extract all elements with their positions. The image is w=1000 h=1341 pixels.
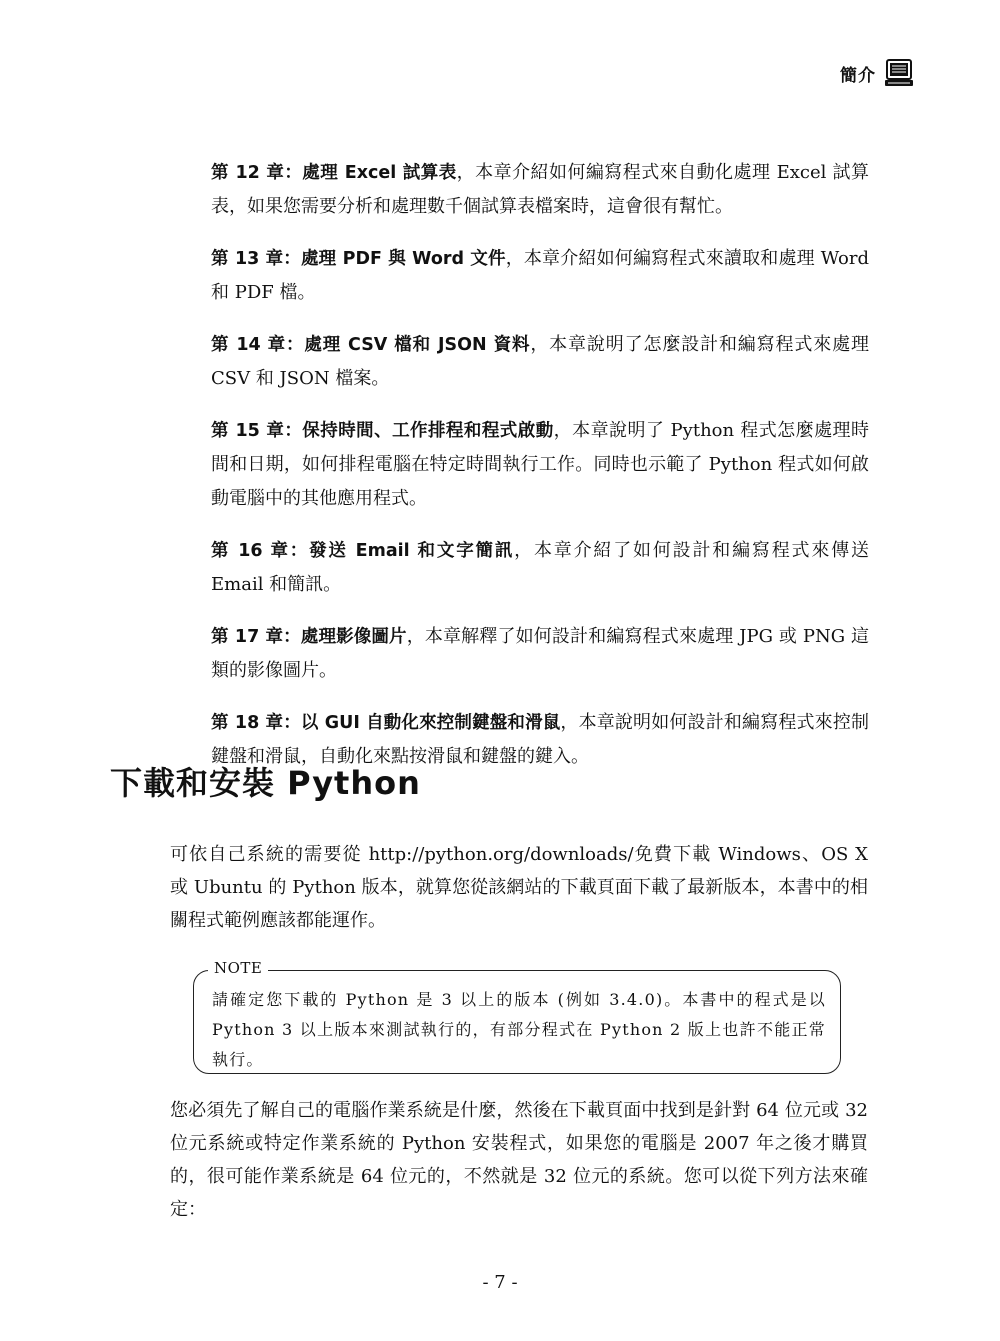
download-paragraph: 可依自己系統的需要從 http://python.org/downloads/免費下載 Windows、OS X 或 Ubuntu 的 Python 版本，就算您從該網站的下載頁面下載了最新版本，本書中的相關程式範例應該都能運作。 xyxy=(170,844,868,931)
note-label: NOTE xyxy=(208,959,268,977)
page-header xyxy=(840,58,914,88)
chapter-label: 第 18 章：以 GUI 自動化來控制鍵盤和滑鼠 xyxy=(211,713,561,733)
section-title: 下載和安裝 Python xyxy=(110,764,421,802)
chapter-label: 第 14 章：處理 CSV 檔和 JSON 資料 xyxy=(211,335,531,355)
chapter-label: 第 17 章：處理影像圖片 xyxy=(211,627,407,647)
chapter-label: 第 13 章：處理 PDF 與 Word 文件 xyxy=(211,249,506,269)
note-text: 請確定您下載的 Python 是 3 以上的版本 (例如 3.4.0)。本書中的程式是以 Python 3 以上版本來測試執行的，有部分程式在 Python 2 版上也許不能正常執行。 xyxy=(212,990,826,1069)
chapter-entry xyxy=(211,242,869,310)
header-title: 簡介 xyxy=(840,65,876,86)
note-box xyxy=(193,959,841,1074)
chapter-description: ，本章說明了怎麼設計和編寫程式來處理 CSV 和 JSON 檔案。 xyxy=(211,334,869,389)
chapter-entry xyxy=(211,534,869,602)
chapter-entry xyxy=(211,328,869,396)
chapter-description: ，本章介紹了如何設計和編寫程式來傳送 Email 和簡訊。 xyxy=(211,540,870,595)
chapter-label: 第 15 章：保持時間、工作排程和程式啟動 xyxy=(211,421,554,441)
os-paragraph: 您必須先了解自己的電腦作業系統是什麼，然後在下載頁面中找到是針對 64 位元或 32 位元系統或特定作業系統的 Python 安裝程式，如果您的電腦是 2007 年之後才購買的，很可能作業系統是 64 位元的，不然就是 32 位元的系統。您可以從下列方法來確定： xyxy=(170,1100,868,1220)
chapter-description: ，本章說明了 Python 程式怎麼處理時間和日期，如何排程電腦在特定時間執行工作。同時也示範了 Python 程式如何啟動電腦中的其他應用程式。 xyxy=(211,420,869,509)
monitor-icon xyxy=(884,58,914,88)
chapter-description: ，本章說明如何設計和編寫程式來控制鍵盤和滑鼠，自動化來點按滑鼠和鍵盤的鍵入。 xyxy=(211,712,870,767)
chapter-description: ，本章介紹如何編寫程式來讀取和處理 Word 和 PDF 檔。 xyxy=(211,248,869,303)
chapter-description: ，本章介紹如何編寫程式來自動化處理 Excel 試算表，如果您需要分析和處理數千個試算表檔案時，這會很有幫忙。 xyxy=(211,162,869,217)
chapter-description: ，本章解釋了如何設計和編寫程式來處理 JPG 或 PNG 這類的影像圖片。 xyxy=(211,626,869,681)
chapter-label: 第 16 章：發送 Email 和文字簡訊 xyxy=(211,541,515,561)
page-number: - 7 - xyxy=(482,1272,518,1293)
chapter-entry xyxy=(211,620,869,688)
chapter-entry xyxy=(211,414,869,516)
chapter-entry xyxy=(211,156,869,224)
chapter-list xyxy=(211,138,869,786)
chapter-label: 第 12 章：處理 Excel 試算表 xyxy=(211,163,457,183)
